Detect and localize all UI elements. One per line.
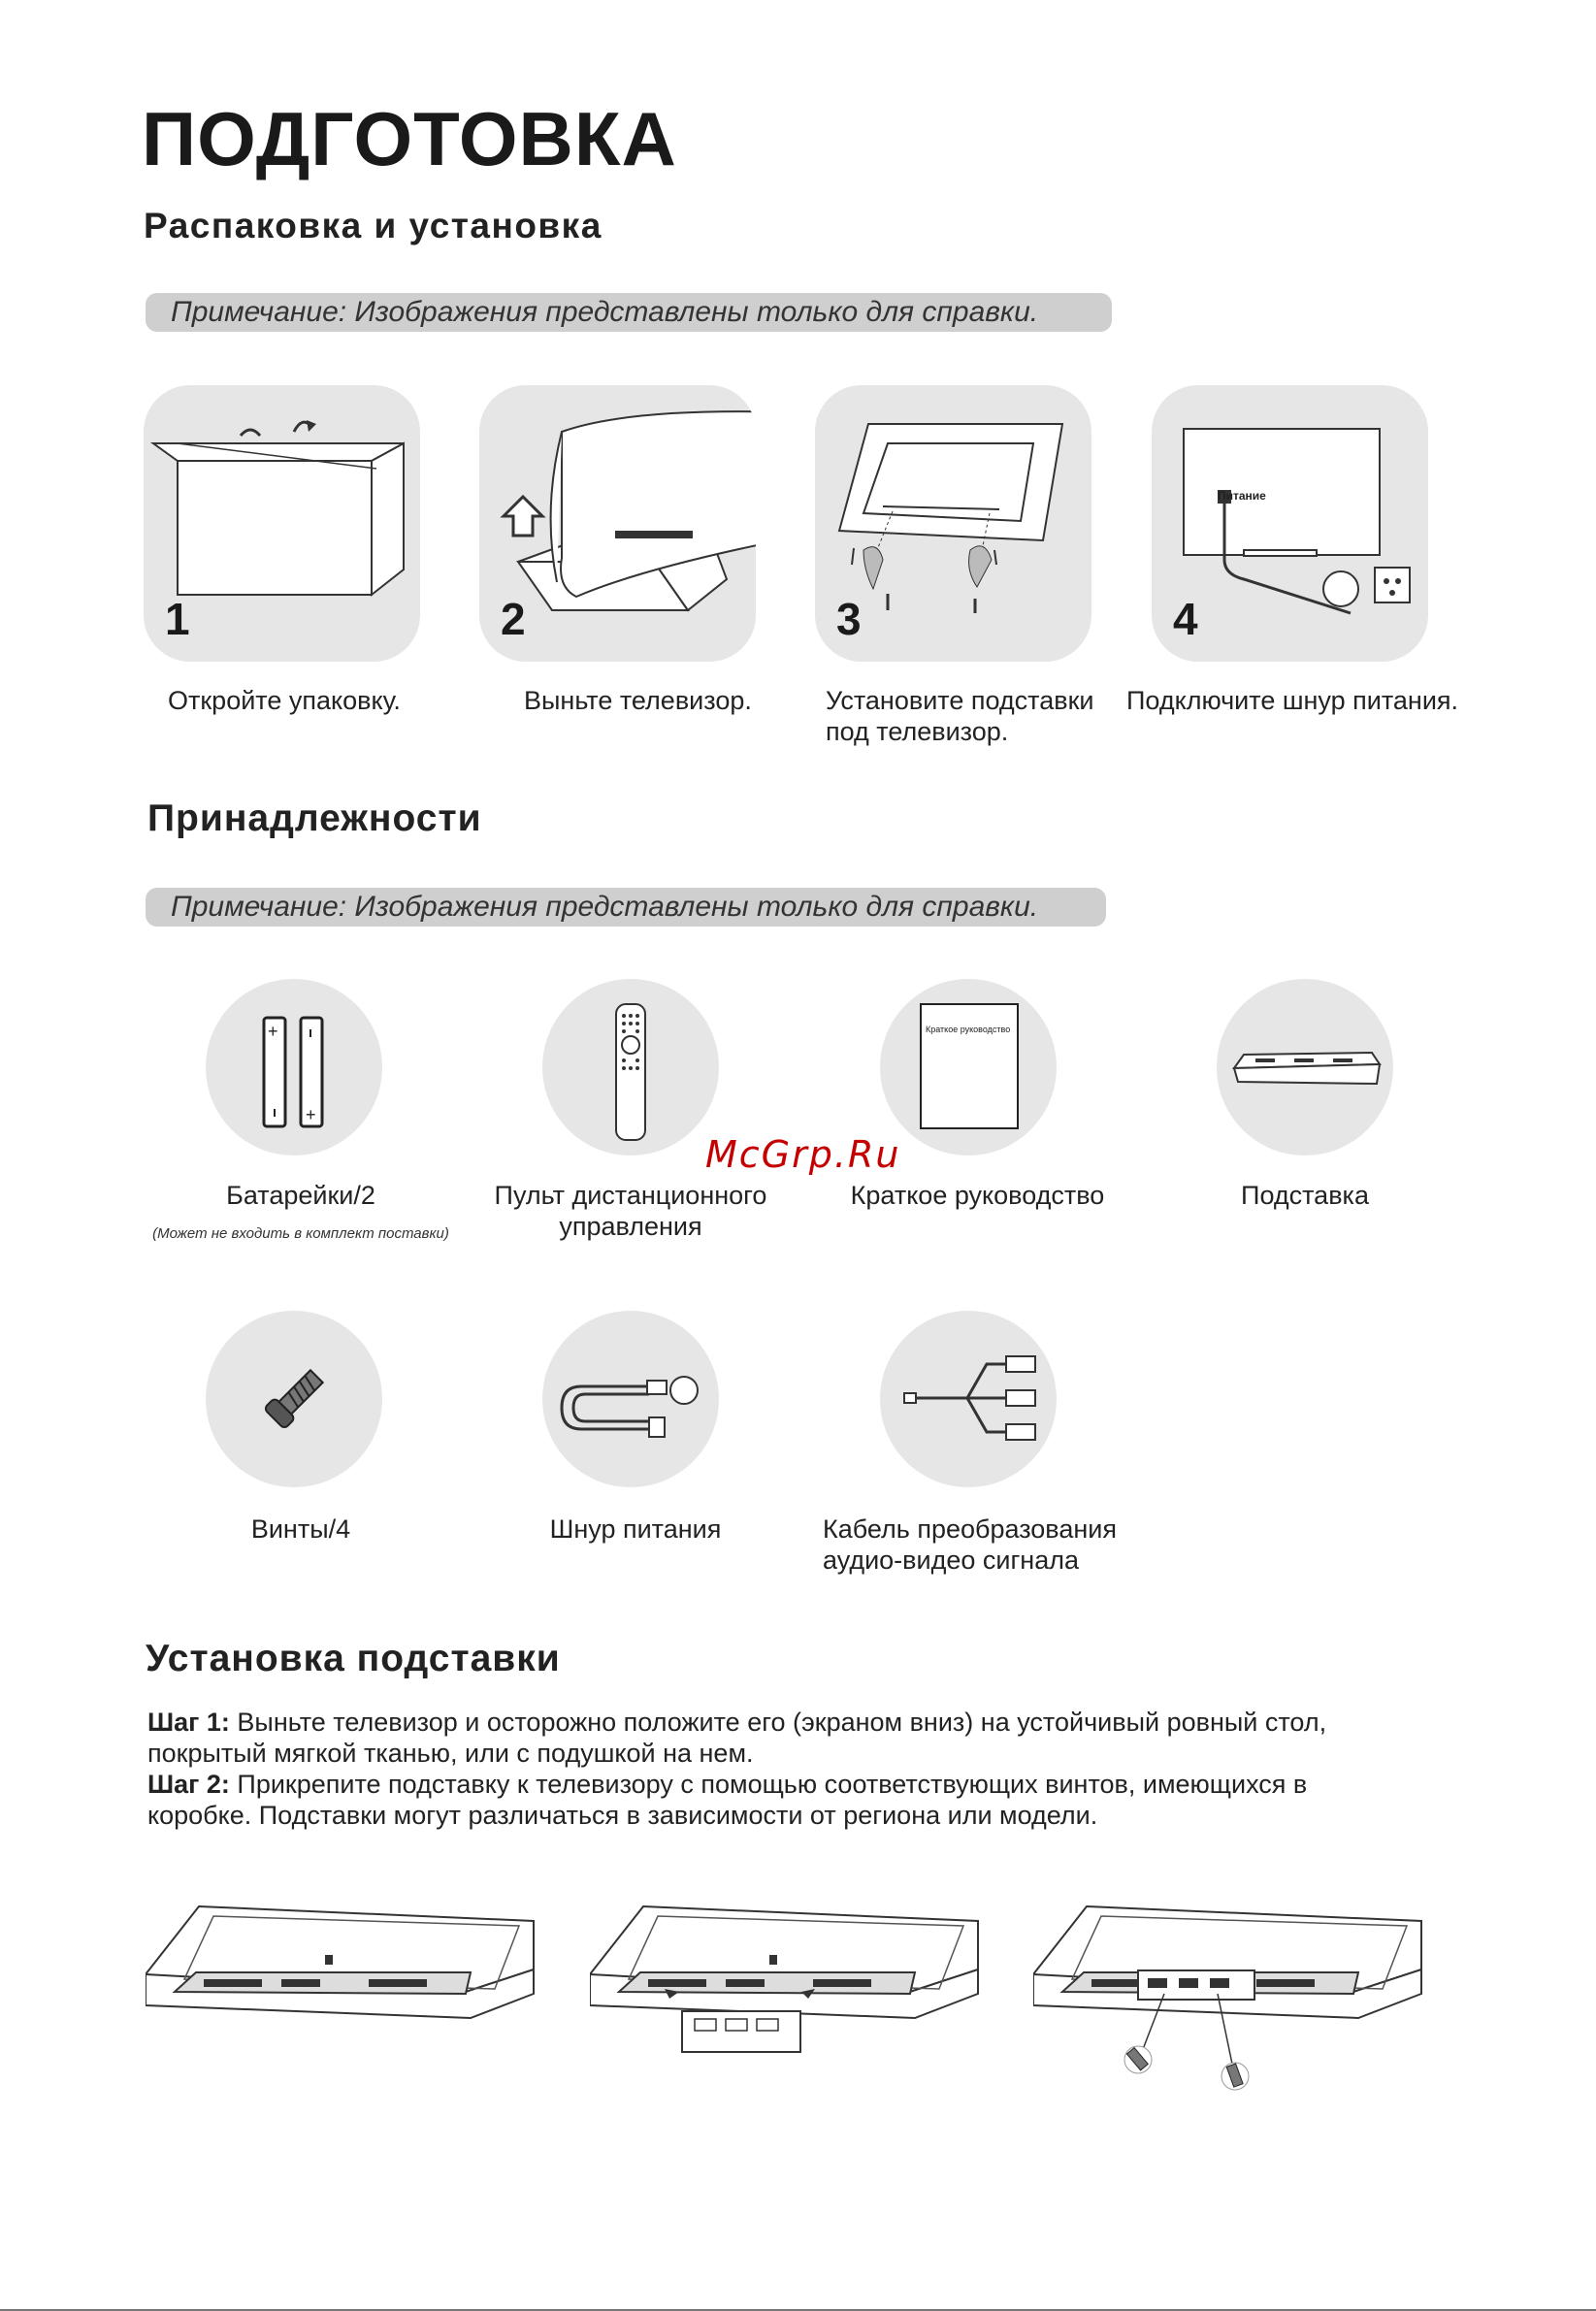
- step-1-caption: Откройте упаковку.: [168, 686, 401, 715]
- caption-line: под телевизор.: [826, 717, 1009, 746]
- note-text: Примечание: Изображения представлены только для справки.: [171, 891, 1039, 923]
- step-1-line: покрытый мягкой тканью, или с подушкой на нем.: [147, 1739, 754, 1768]
- remote-circle: [542, 979, 719, 1156]
- step-2-line: коробке. Подставки могут различаться в зависимости от региона или модели.: [147, 1801, 1098, 1830]
- power-cord-icon: [542, 1311, 719, 1487]
- label-line: Пульт дистанционного: [494, 1181, 767, 1210]
- page-title: ПОДГОТОВКА: [142, 96, 677, 181]
- label-line: Кабель преобразования: [823, 1514, 1117, 1544]
- note-text: Примечание: Изображения представлены только для справки.: [171, 296, 1039, 328]
- av-cable-icon: [880, 1311, 1057, 1487]
- watermark: McGrp.Ru: [705, 1133, 901, 1176]
- step-1-line: [147, 1707, 1506, 1738]
- screw-circle: [206, 1311, 382, 1487]
- step-3-box: [815, 385, 1091, 662]
- batteries-label: Батарейки/2: [226, 1181, 375, 1210]
- av-cable-label: [823, 1514, 1117, 1576]
- tv-face-down-icon: [146, 1897, 538, 2071]
- step-text: Выньте телевизор и осторожно положите его (экраном вниз) на устойчивый ровный стол,: [229, 1708, 1327, 1737]
- step-number: 3: [836, 594, 862, 644]
- step-2-box: [479, 385, 756, 662]
- step-4-caption: Подключите шнур питания.: [1126, 686, 1459, 715]
- note-banner: [146, 888, 1106, 927]
- stand-icon: [1217, 979, 1393, 1156]
- step-text: Прикрепите подставку к телевизору с помощью соответствующих винтов, имеющихся в: [229, 1770, 1308, 1799]
- label-line: управления: [559, 1212, 702, 1241]
- step-number: 1: [165, 594, 190, 644]
- step-number: 4: [1173, 594, 1198, 644]
- stand-align-icon: [590, 1897, 983, 2091]
- av-cable-circle: [880, 1311, 1057, 1487]
- svg-text:+: +: [268, 1022, 278, 1041]
- screw-icon: [206, 1311, 382, 1487]
- step-4-box: [1152, 385, 1428, 662]
- step-1-box: [144, 385, 420, 662]
- label-line: аудио-видео сигнала: [823, 1546, 1080, 1575]
- guide-label: Краткое руководство: [850, 1181, 1105, 1210]
- power-label: Питание: [1218, 489, 1266, 503]
- power-cord-circle: [542, 1311, 719, 1487]
- batteries-sublabel: (Может не входить в комплект поставки): [152, 1225, 449, 1242]
- instructions: [147, 1707, 1506, 1831]
- guide-cover-label: Краткое руководство: [926, 1025, 1011, 1034]
- step-number: 2: [501, 594, 526, 644]
- step-2-caption: Выньте телевизор.: [524, 686, 752, 715]
- section-subtitle: Распаковка и установка: [144, 206, 603, 245]
- step-3-caption: [826, 685, 1093, 747]
- power-cord-label: Шнур питания: [549, 1514, 722, 1544]
- stand-circle: [1217, 979, 1393, 1156]
- stand-label: Подставка: [1241, 1181, 1369, 1210]
- step-label: Шаг 1:: [147, 1708, 230, 1737]
- remote-label: [471, 1180, 791, 1242]
- step-2-line: [147, 1769, 1506, 1800]
- guide-circle: [880, 979, 1057, 1156]
- batteries-icon: [206, 979, 382, 1156]
- batteries-circle: [206, 979, 382, 1156]
- screws-label: Винты/4: [250, 1514, 351, 1544]
- stand-install-title: Установка подставки: [146, 1638, 561, 1679]
- caption-line: Установите подставки: [826, 686, 1094, 715]
- accessories-title: Принадлежности: [147, 797, 482, 839]
- note-banner: [146, 293, 1112, 332]
- stand-screw-icon: [1033, 1897, 1426, 2091]
- step-label: Шаг 2:: [147, 1770, 230, 1799]
- remote-control-icon: [542, 979, 719, 1156]
- svg-text:+: +: [306, 1105, 316, 1124]
- quick-guide-icon: [880, 979, 1057, 1156]
